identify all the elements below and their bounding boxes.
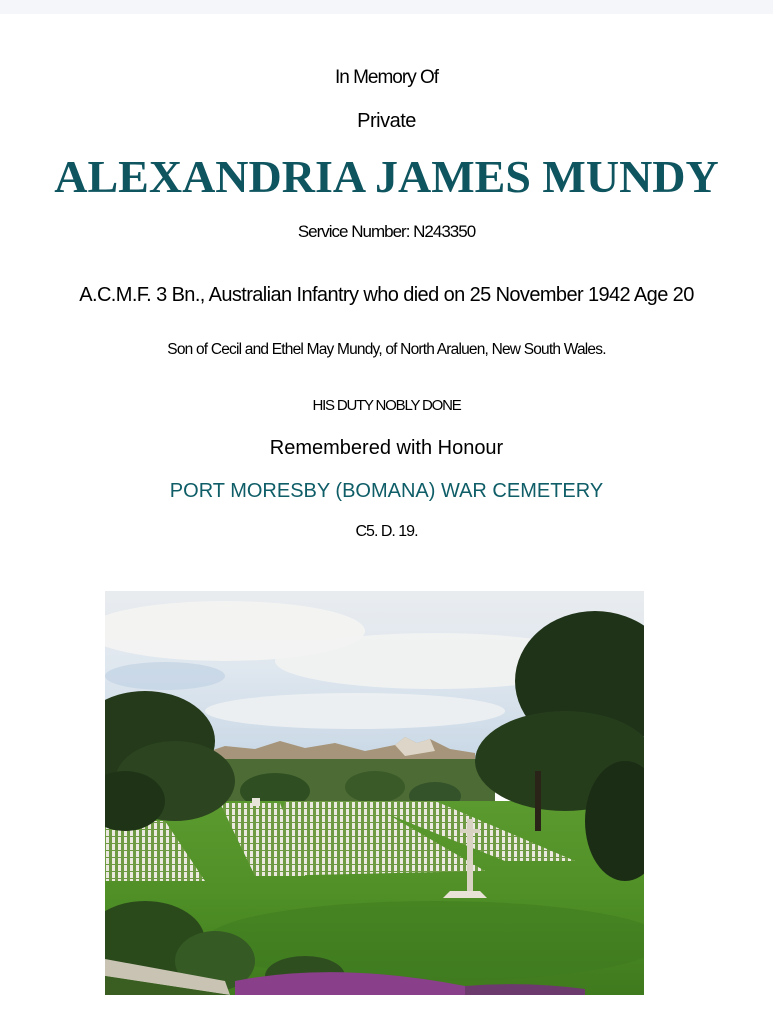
cemetery-photo — [105, 591, 644, 995]
rank: Private — [357, 110, 416, 132]
remembered-with-honour: Remembered with Honour — [269, 437, 504, 459]
top-bar — [0, 0, 773, 14]
grave-reference: C5. D. 19. — [355, 523, 418, 540]
service-number: Service Number: N243350 — [297, 222, 476, 241]
casualty-name: ALEXANDRIA JAMES MUNDY — [54, 151, 719, 202]
in-memory-heading: In Memory Of — [334, 67, 439, 88]
unit-and-death-details: A.C.M.F. 3 Bn., Australian Infantry who died on 25 November 1942 Age 20 — [79, 284, 694, 306]
additional-information: Son of Cecil and Ethel May Mundy, of North Araluen, New South Wales. — [167, 341, 606, 358]
cemetery-name: PORT MORESBY (BOMANA) WAR CEMETERY — [169, 480, 604, 502]
epitaph: HIS DUTY NOBLY DONE — [312, 397, 461, 414]
